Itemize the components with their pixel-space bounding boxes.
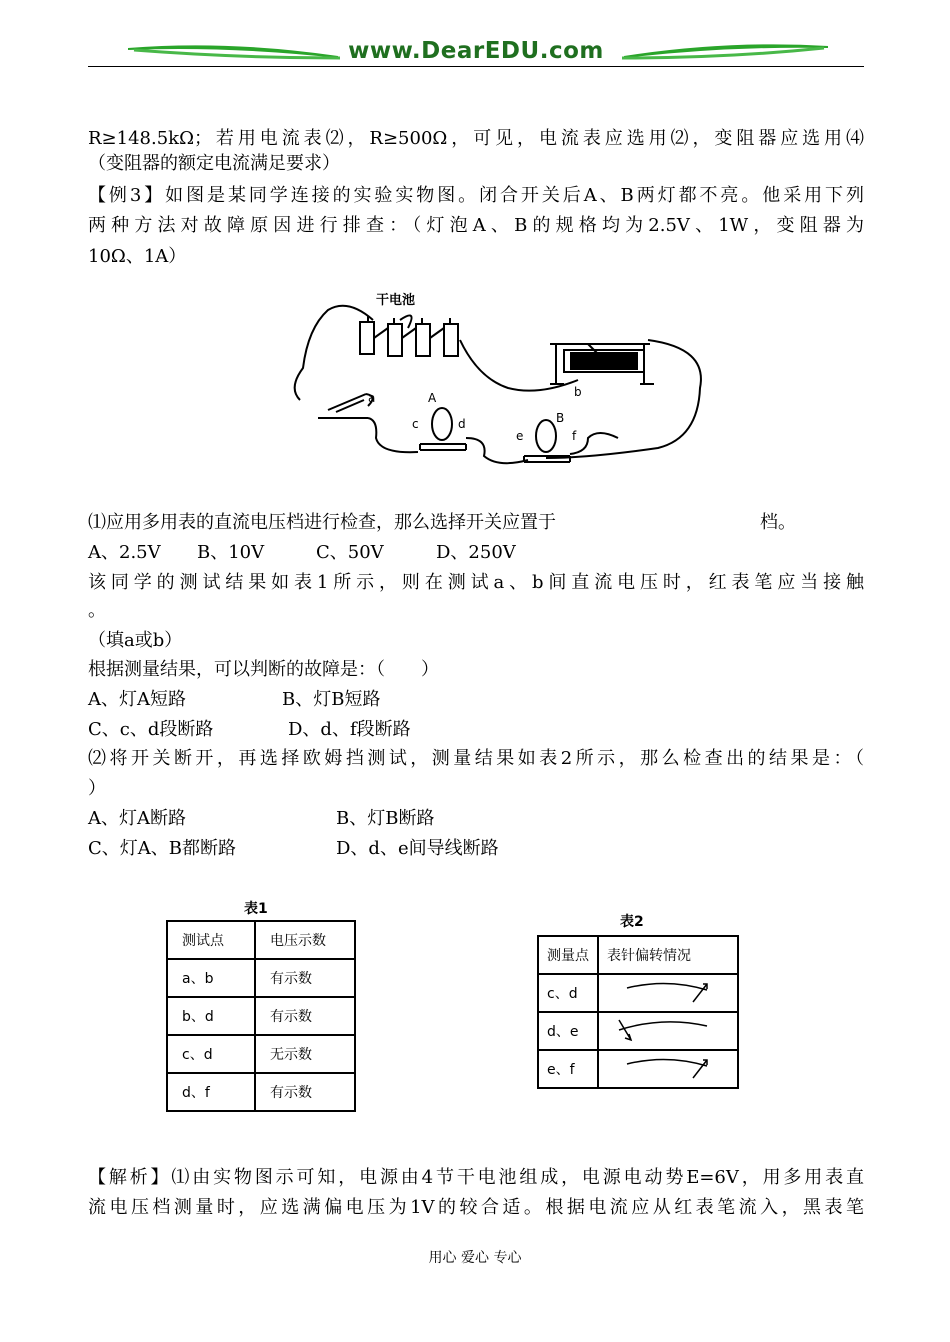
text-line: （变阻器的额定电流满足要求）	[88, 153, 340, 174]
text-line: 流电压档测量时，应选满偏电压为1V的较合适。根据电流应从红表笔流入，黑表笔	[88, 1197, 864, 1218]
option-a: A、灯A断路	[88, 808, 186, 829]
table-header: 测试点	[167, 921, 255, 959]
site-header	[88, 34, 864, 74]
point-label-a: a	[368, 391, 376, 405]
table-row	[167, 1073, 355, 1111]
option-d: D、d、f段断路	[288, 719, 411, 740]
battery-label: 干电池	[376, 293, 416, 308]
text-line: （填a或b）	[88, 630, 183, 651]
table-header: 表针偏转情况	[598, 936, 738, 974]
example-heading: 【例3】如图是某同学连接的实验实物图。闭合开关后A、B两灯都不亮。他采用下列	[88, 185, 864, 206]
q1-options	[0, 542, 950, 564]
text-line: 该同学的测试结果如表1所示，则在测试a、b间直流电压时，红表笔应当接触	[88, 572, 864, 593]
option-d: D、d、e间导线断路	[336, 838, 499, 859]
table-cell: d、f	[167, 1073, 255, 1111]
needle-right-icon	[607, 976, 717, 1006]
table2-caption: 表2	[620, 914, 644, 930]
table-header: 电压示数	[255, 921, 355, 959]
table-cell: 有示数	[255, 959, 355, 997]
text-line: 两种方法对故障原因进行排查：（灯泡A、B的规格均为2.5V、1W，变阻器为	[88, 215, 864, 236]
point-label-b: b	[574, 385, 582, 399]
text-line: 根据测量结果，可以判断的故障是：（ ）	[88, 659, 439, 680]
lamp-label-B: B	[556, 411, 565, 425]
table-cell: b、d	[167, 997, 255, 1035]
table-cell: e、f	[538, 1050, 598, 1088]
question-2: ⑵将开关断开，再选择欧姆挡测试，测量结果如表2所示，那么检查出的结果是：（	[88, 748, 864, 769]
point-label-f: f	[572, 429, 577, 443]
q2-options	[0, 689, 950, 741]
table-header-row	[538, 936, 738, 974]
table-row	[167, 997, 355, 1035]
needle-right-icon	[607, 1052, 717, 1082]
lamp-label-A: A	[428, 391, 437, 405]
text-line: 10Ω、1A）	[88, 246, 187, 267]
option-a: A、2.5V	[88, 542, 161, 563]
table-row	[538, 974, 738, 1012]
option-d: D、250V	[436, 542, 516, 563]
site-logo-text: www.DearEDU.com	[348, 38, 604, 64]
table-1	[166, 920, 356, 1112]
table-cell: c、d	[167, 1035, 255, 1073]
point-label-c: c	[412, 417, 419, 431]
table-row	[167, 959, 355, 997]
needle-deflection-cell	[598, 1050, 738, 1088]
point-label-e: e	[516, 429, 524, 443]
table-row	[167, 1035, 355, 1073]
q3-options	[0, 808, 950, 860]
text-line: 。	[88, 600, 106, 621]
table-header-row	[167, 921, 355, 959]
table-cell: d、e	[538, 1012, 598, 1050]
text-line: R≥148.5kΩ；若用电流表⑵，R≥500Ω，可见，电流表应选用⑵，变阻器应选用⑷	[88, 128, 864, 149]
option-c: C、c、d段断路	[88, 719, 214, 740]
analysis-heading: 【解析】⑴由实物图示可知，电源由4节干电池组成，电源电动势E=6V，用多用表直	[88, 1167, 864, 1188]
option-a: A、灯A短路	[88, 689, 186, 710]
option-c: C、50V	[316, 542, 384, 563]
needle-left-icon	[607, 1014, 717, 1044]
table-cell: 有示数	[255, 997, 355, 1035]
option-b: B、10V	[197, 542, 265, 563]
table-cell: 有示数	[255, 1073, 355, 1111]
needle-deflection-cell	[598, 974, 738, 1012]
table-2	[537, 935, 739, 1089]
needle-deflection-cell	[598, 1012, 738, 1050]
point-label-d: d	[458, 417, 466, 431]
question-1-end: 档。	[760, 512, 796, 533]
option-b: B、灯B断路	[336, 808, 435, 829]
option-b: B、灯B短路	[282, 689, 381, 710]
circuit-diagram	[288, 288, 708, 470]
table-cell: 无示数	[255, 1035, 355, 1073]
table-row	[538, 1050, 738, 1088]
question-1: ⑴应用多用表的直流电压档进行检查，那么选择开关应置于	[88, 512, 556, 533]
header-rule	[88, 66, 864, 67]
table-header: 测量点	[538, 936, 598, 974]
table-row	[538, 1012, 738, 1050]
text-line: ）	[88, 778, 106, 799]
table-cell: a、b	[167, 959, 255, 997]
table-cell: c、d	[538, 974, 598, 1012]
page-footer: 用心 爱心 专心	[428, 1250, 522, 1266]
table1-caption: 表1	[244, 901, 268, 917]
option-c: C、灯A、B都断路	[88, 838, 236, 859]
